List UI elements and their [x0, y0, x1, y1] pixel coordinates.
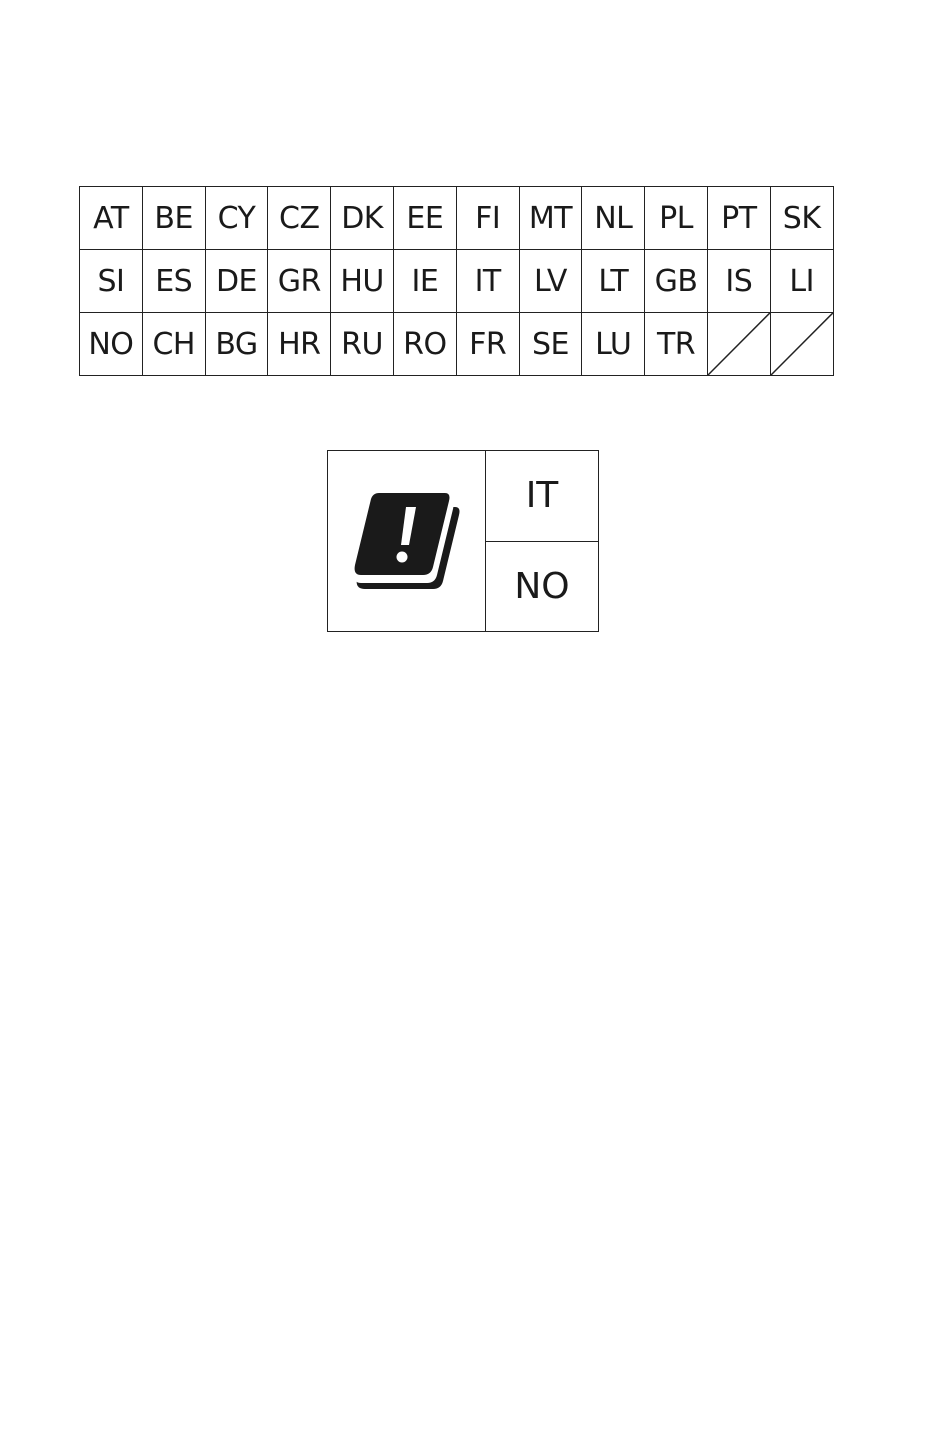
- country-code-cell: EE: [393, 187, 456, 250]
- diagonal-slash: [771, 313, 833, 375]
- country-code-cell: FR: [456, 313, 519, 376]
- country-code-cell: HR: [268, 313, 331, 376]
- country-code-cell: HU: [331, 250, 394, 313]
- country-code-cell: LI: [770, 250, 833, 313]
- country-row: [80, 250, 834, 313]
- country-code-cell: FI: [456, 187, 519, 250]
- country-code-cell: CH: [142, 313, 205, 376]
- country-code-cell: DK: [331, 187, 394, 250]
- country-code-cell: BG: [205, 313, 268, 376]
- country-code-cell: NL: [582, 187, 645, 250]
- country-code-cell: IS: [707, 250, 770, 313]
- country-code-cell: IT: [456, 250, 519, 313]
- warning-code-it: IT: [525, 475, 559, 517]
- empty-crossed-cell: [707, 313, 770, 376]
- country-code-cell: LV: [519, 250, 582, 313]
- warning-codes: [486, 451, 598, 631]
- country-code-cell: IE: [393, 250, 456, 313]
- country-code-table: [79, 186, 834, 376]
- country-code-cell: CZ: [268, 187, 331, 250]
- warning-code-no: NO: [486, 541, 598, 632]
- country-row: [80, 187, 834, 250]
- country-code-cell: ES: [142, 250, 205, 313]
- country-row: [80, 313, 834, 376]
- country-code-cell: LT: [582, 250, 645, 313]
- warning-icon-cell: [328, 451, 486, 631]
- country-code-cell: BE: [142, 187, 205, 250]
- restriction-notice-box: [327, 450, 599, 632]
- country-code-cell: LU: [582, 313, 645, 376]
- country-code-cell: PL: [645, 187, 708, 250]
- manual-warning-icon: [351, 489, 463, 593]
- country-code-cell: MT: [519, 187, 582, 250]
- country-code-cell: TR: [645, 313, 708, 376]
- diagonal-slash: [708, 313, 770, 375]
- country-code-cell: CY: [205, 187, 268, 250]
- country-code-cell: SK: [770, 187, 833, 250]
- country-code-cell: SI: [80, 250, 143, 313]
- country-code-cell: DE: [205, 250, 268, 313]
- country-code-cell: PT: [707, 187, 770, 250]
- country-code-cell: GB: [645, 250, 708, 313]
- country-code-cell: SE: [519, 313, 582, 376]
- country-code-cell: GR: [268, 250, 331, 313]
- country-code-cell: RO: [393, 313, 456, 376]
- country-code-cell: RU: [331, 313, 394, 376]
- empty-crossed-cell: [770, 313, 833, 376]
- country-code-cell: AT: [80, 187, 143, 250]
- country-code-cell: NO: [80, 313, 143, 376]
